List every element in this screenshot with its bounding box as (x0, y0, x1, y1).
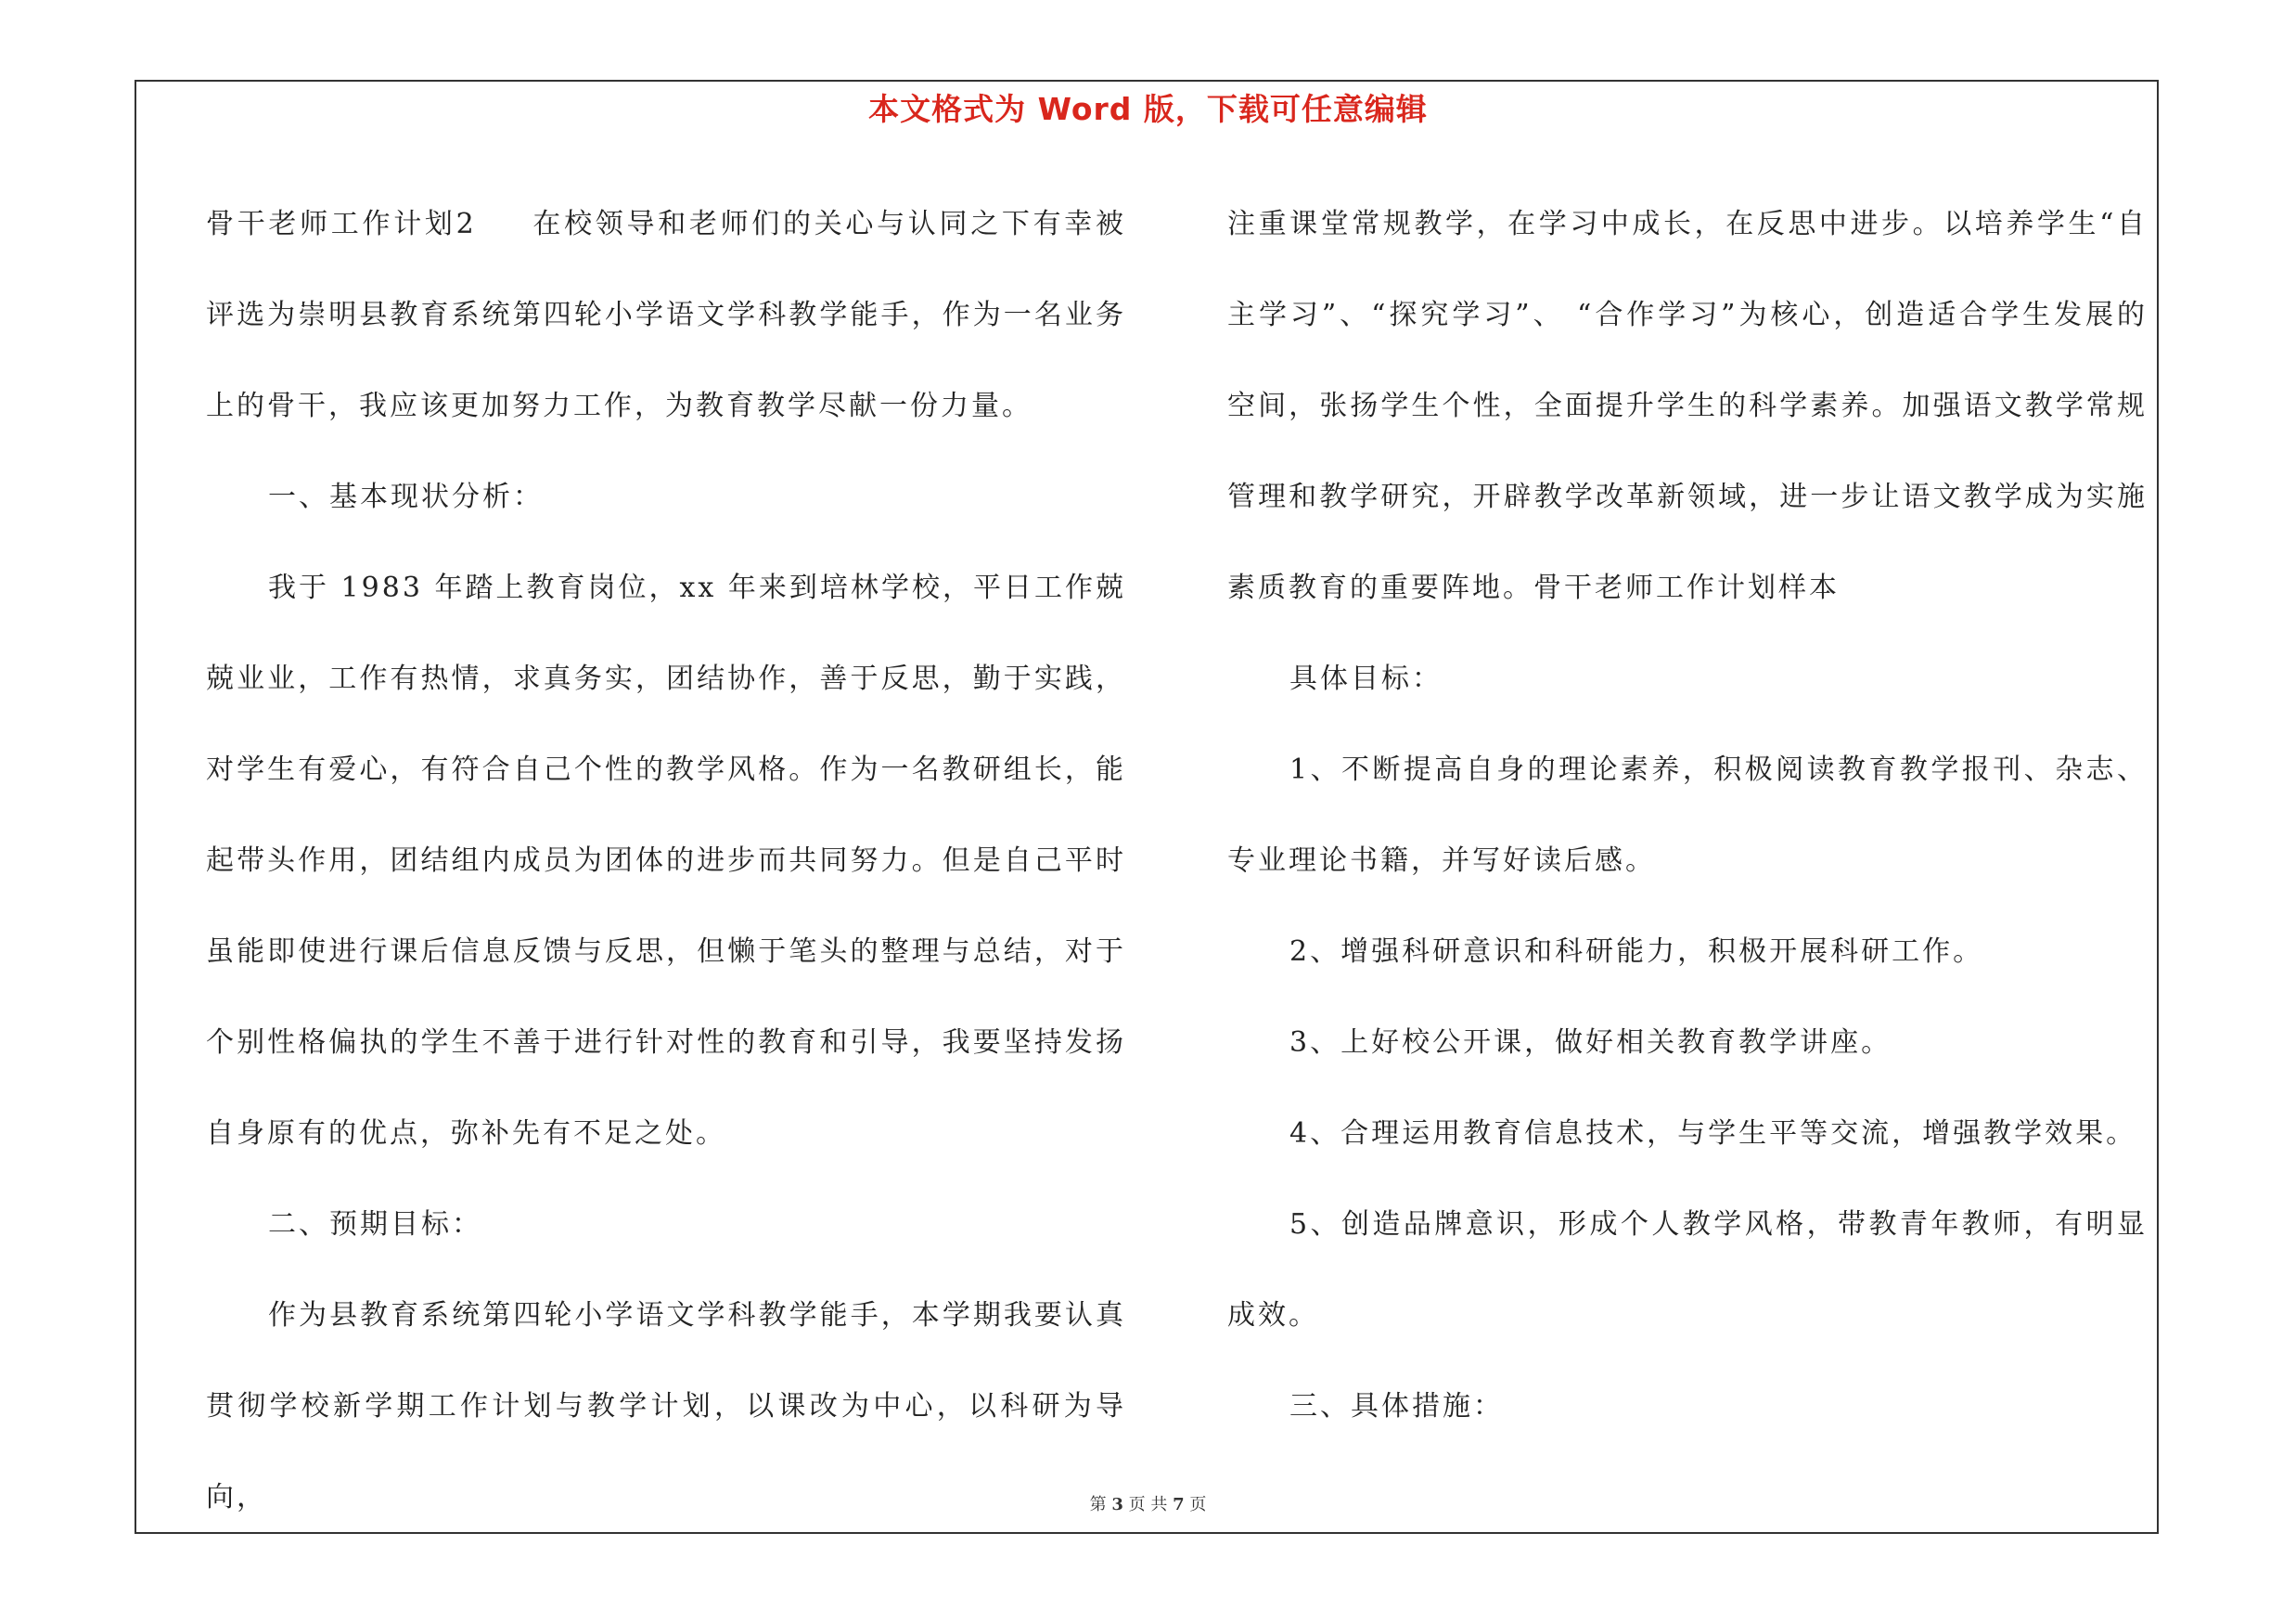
goal-item-5: 5、创造品牌意识，形成个人教学风格，带教青年教师，有明显成效。 (1227, 1208, 2148, 1332)
right-column (1227, 179, 2148, 1452)
intro-paragraph (206, 179, 1126, 452)
section-heading-1: 一、基本现状分析： (268, 481, 544, 513)
current-page-number: 3 (1111, 1495, 1123, 1514)
format-banner: 本文格式为 Word 版，下载可任意编辑 (868, 91, 1428, 127)
total-pages-number: 7 (1173, 1495, 1185, 1514)
specific-goals-heading: 具体目标： (1289, 663, 1443, 695)
footer-suffix: 页 (1189, 1495, 1207, 1514)
goal-item-2: 2、增强科研意识和科研能力，积极开展科研工作。 (1289, 935, 1984, 968)
goal-item-4: 4、合理运用教育信息技术，与学生平等交流，增强教学效果。 (1289, 1117, 2137, 1150)
goals-paragraph-continued: 注重课堂常规教学，在学习中成长，在反思中进步。以培养学生“自主学习”、“探究学习”、 “合作学习”为核心，创造适合学生发展的空间，张扬学生个性，全面提升学生的科学素养。加强语文教学常规管理和教学研究，开辟教学改革新领域，进一步让语文教学成为实施素质教育的重要阵地。骨干老师工作计划样本 (1227, 208, 2148, 604)
footer-middle: 页 共 (1128, 1495, 1168, 1514)
intro-text: 在校领导和老师们的关心与认同之下有幸被评选为崇明县教育系统第四轮小学语文学科教学能手，作为一名业务上的骨干，我应该更加努力工作，为教育教学尽献一份力量。 (206, 208, 1127, 422)
footer-prefix: 第 (1089, 1495, 1107, 1514)
situation-paragraph: 我于 1983 年踏上教育岗位，xx 年来到培林学校，平日工作兢兢业业，工作有热情，求真务实，团结协作，善于反思，勤于实践，对学生有爱心，有符合自己个性的教学风格。作为一名教研组长，能起带头作用，团结组内成员为团体的进步而共同努力。但是自己平时虽能即使进行课后信息反馈与反思，但懒于笔头的整理与总结，对于个别性格偏执的学生不善于进行针对性的教育和引导，我要坚持发扬自身原有的优点，弥补先有不足之处。 (206, 572, 1126, 1150)
goal-item-1: 1、不断提高自身的理论素养，积极阅读教育教学报刊、杂志、专业理论书籍，并写好读后感。 (1227, 754, 2148, 877)
section-heading-2: 二、预期目标： (268, 1208, 482, 1241)
section-heading-3: 三、具体措施： (1289, 1390, 1504, 1423)
goals-paragraph: 作为县教育系统第四轮小学语文学科教学能手，本学期我要认真贯彻学校新学期工作计划与教学计划，以课改为中心，以科研为导向， (206, 1299, 1126, 1514)
goal-item-3: 3、上好校公开课，做好相关教育教学讲座。 (1289, 1026, 1892, 1059)
left-column (206, 179, 1126, 1543)
page-number-footer (0, 1494, 2296, 1516)
document-title: 骨干老师工作计划2 (206, 208, 477, 240)
